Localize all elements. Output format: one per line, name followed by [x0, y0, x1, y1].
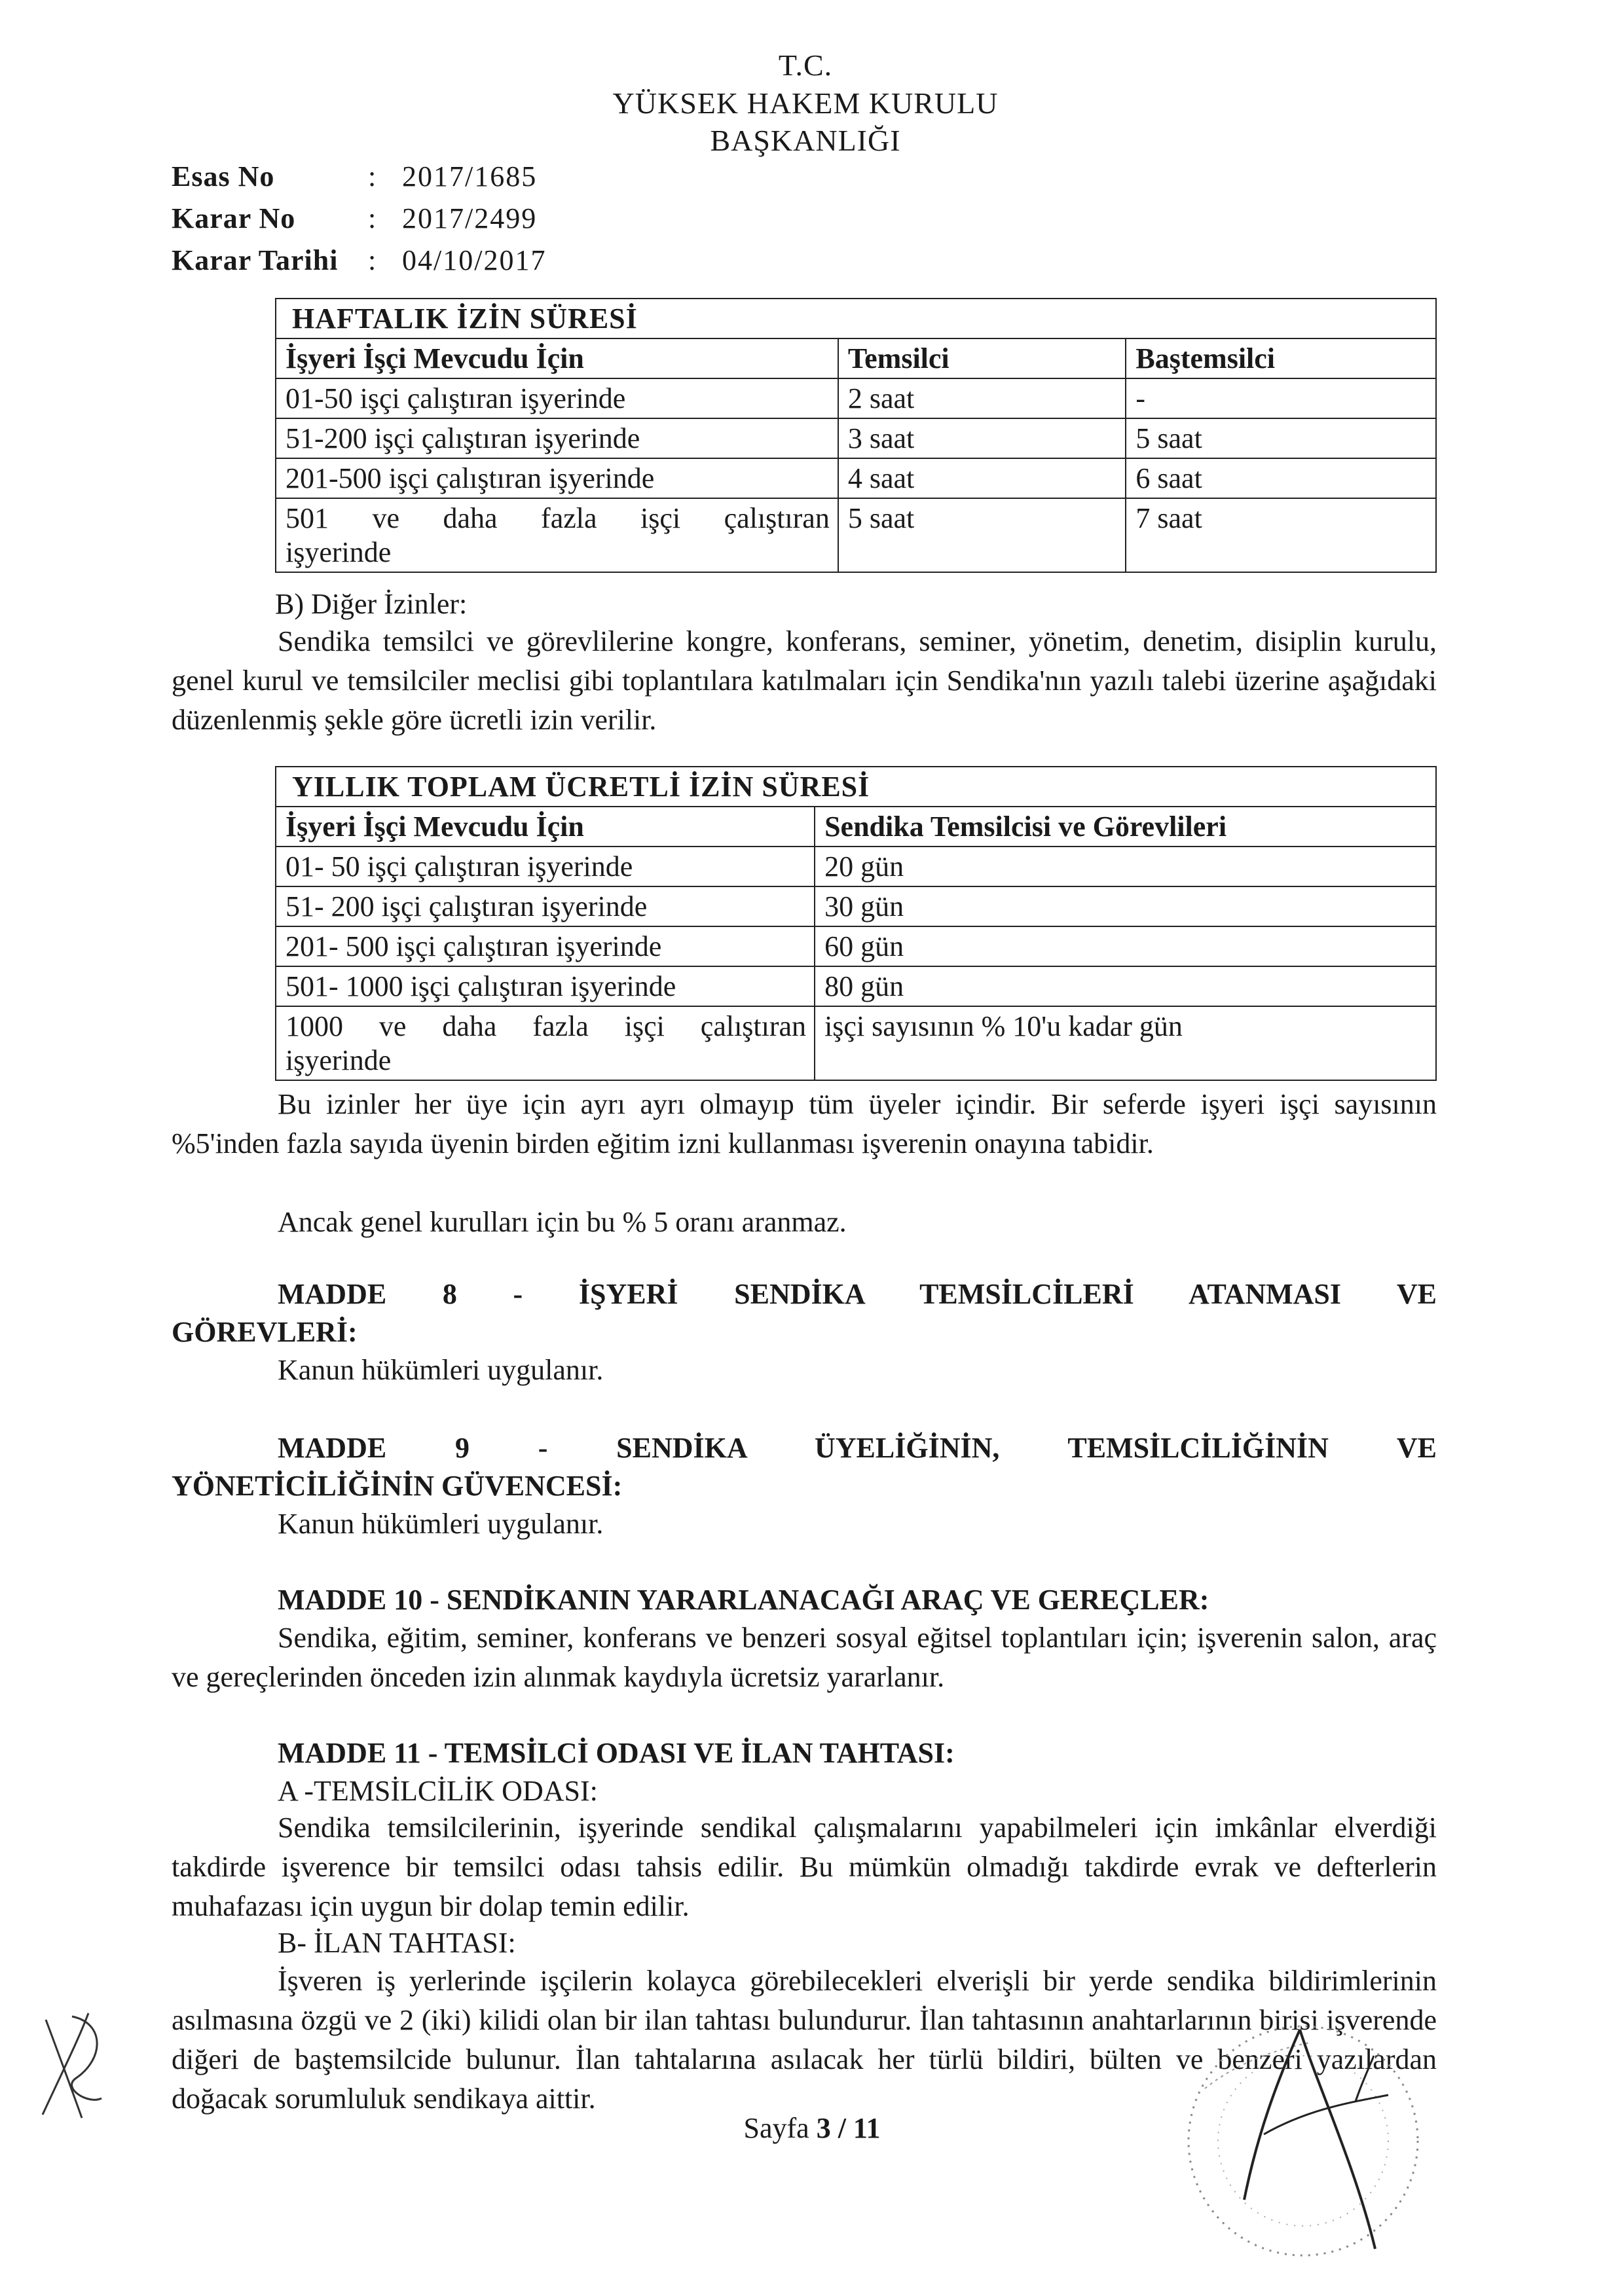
table-cell: -	[1126, 378, 1436, 418]
article-11-sub-a: A -TEMSİLCİLİK ODASI:	[278, 1775, 598, 1807]
after-table-note: Ancak genel kurulları için bu % 5 oranı aranmaz.	[278, 1206, 847, 1238]
table-cell: 7 saat	[1126, 498, 1436, 572]
case-meta	[172, 156, 546, 282]
table-cell	[276, 1006, 815, 1080]
article-10-text: Sendika, eğitim, seminer, konferans ve benzeri sosyal eğitsel toplantıları için; işverenin salon, araç ve gereçlerinden önceden izin alınmak kaydıyla ücretsiz yararlanır.	[172, 1622, 1437, 1693]
cell-line: 1000 ve daha fazla işçi çalıştıran	[286, 1010, 807, 1042]
page-number	[707, 2111, 917, 2145]
header-tc: T.C.	[778, 48, 833, 82]
page-separator: /	[838, 2112, 846, 2144]
column-header: Baştemsilci	[1126, 338, 1436, 378]
table-title-row	[276, 767, 1436, 807]
meta-value: 2017/1685	[402, 160, 538, 192]
table-row	[276, 378, 1436, 418]
table-row	[276, 418, 1436, 458]
table-cell: 501- 1000 işçi çalıştıran işyerinde	[276, 966, 815, 1006]
article-8-title-line1: MADDE 8 - İŞYERİ SENDİKA TEMSİLCİLERİ ATANMASI VE	[278, 1278, 1437, 1310]
weekly-leave-table	[275, 298, 1437, 573]
column-header: Temsilci	[838, 338, 1126, 378]
section-b-text	[172, 622, 1437, 740]
table-row	[276, 498, 1436, 572]
article-11-sub-b: B- İLAN TAHTASI:	[278, 1927, 516, 1959]
table-cell: 60 gün	[815, 926, 1436, 966]
table-cell: 01- 50 işçi çalıştıran işyerinde	[276, 847, 815, 886]
article-9-title-line2: YÖNETİCİLİĞİNİN GÜVENCESİ:	[172, 1470, 623, 1502]
table-cell: 20 gün	[815, 847, 1436, 886]
paragraph-text: Sendika temsilci ve görevlilerine kongre, konferans, seminer, yönetim, denetim, disiplin kurulu, genel kurul ve temsilciler meclisi gibi toplantılara katılmaları için Sendika'nın yazılı talebi üzerine aşağıdaki düzenlenmiş şekle göre ücretli izin verilir.	[172, 625, 1437, 736]
article-11-title: MADDE 11 - TEMSİLCİ ODASI VE İLAN TAHTASI:	[278, 1737, 955, 1769]
table-row	[276, 886, 1436, 926]
meta-colon: :	[368, 202, 377, 234]
annual-leave-table	[275, 766, 1437, 1081]
header-presidency: BAŞKANLIĞI	[710, 124, 901, 157]
table-title: HAFTALIK İZİN SÜRESİ	[276, 299, 1436, 338]
column-header: İşyeri İşçi Mevcudu İçin	[276, 807, 815, 847]
table-title: YILLIK TOPLAM ÜCRETLİ İZİN SÜRESİ	[276, 767, 1436, 807]
meta-karar-no	[172, 198, 546, 240]
table-cell: 201- 500 işçi çalıştıran işyerinde	[276, 926, 815, 966]
column-header: Sendika Temsilcisi ve Görevlileri	[815, 807, 1436, 847]
table-cell: 01-50 işçi çalıştıran işyerinde	[276, 378, 838, 418]
handwritten-initials-mark	[26, 2000, 118, 2131]
table-cell: 51-200 işçi çalıştıran işyerinde	[276, 418, 838, 458]
article-9-title-line1: MADDE 9 - SENDİKA ÜYELİĞİNİN, TEMSİLCİLİĞİNİN VE	[278, 1432, 1437, 1464]
table-cell: 5 saat	[1126, 418, 1436, 458]
after-table-paragraph: Bu izinler her üye için ayrı ayrı olmayıp tüm üyeler içindir. Bir seferde işyeri işçi sayısının %5'inden fazla sayıda üyenin birden eğitim izni kullanması işverenin onayına tabidir.	[172, 1088, 1437, 1159]
meta-colon: :	[368, 160, 377, 192]
table-cell: 30 gün	[815, 886, 1436, 926]
article-10-title: MADDE 10 - SENDİKANIN YARARLANACAĞI ARAÇ VE GEREÇLER:	[278, 1584, 1209, 1616]
meta-key: Karar Tarihi	[172, 244, 339, 276]
table-row	[276, 1006, 1436, 1080]
page-current: 3	[816, 2112, 831, 2144]
table-cell: 3 saat	[838, 418, 1126, 458]
page-label: Sayfa	[743, 2112, 809, 2144]
table-cell: 6 saat	[1126, 458, 1436, 498]
table-title-row	[276, 299, 1436, 338]
table-cell: 2 saat	[838, 378, 1126, 418]
meta-esas-no	[172, 156, 546, 198]
article-8-title-line2: GÖREVLERİ:	[172, 1316, 358, 1348]
table-row	[276, 847, 1436, 886]
meta-key: Esas No	[172, 160, 275, 192]
meta-karar-tarihi	[172, 240, 546, 282]
article-9-text: Kanun hükümleri uygulanır.	[278, 1508, 604, 1540]
table-cell	[276, 498, 838, 572]
table-cell: 5 saat	[838, 498, 1126, 572]
cell-line: işyerinde	[286, 536, 392, 568]
article-8-text: Kanun hükümleri uygulanır.	[278, 1354, 604, 1386]
table-cell: 201-500 işçi çalıştıran işyerinde	[276, 458, 838, 498]
table-row	[276, 926, 1436, 966]
cell-line: işyerinde	[286, 1044, 392, 1076]
meta-colon: :	[368, 244, 377, 276]
table-cell: 51- 200 işçi çalıştıran işyerinde	[276, 886, 815, 926]
table-cell: işçi sayısının % 10'u kadar gün	[815, 1006, 1436, 1080]
article-11-text-a: Sendika temsilcilerinin, işyerinde sendikal çalışmalarını yapabilmeleri için imkânlar elverdiği takdirde işverence bir temsilci odası tahsis edilir. Bu mümkün olmadığı takdirde evrak ve defterlerin muhafazası için uygun bir dolap temin edilir.	[172, 1812, 1437, 1922]
stamp-signature-mark	[1166, 2003, 1441, 2278]
table-row	[276, 966, 1436, 1006]
table-header-row	[276, 807, 1436, 847]
cell-line: 501 ve daha fazla işçi çalıştıran	[286, 502, 830, 534]
table-row	[276, 458, 1436, 498]
section-b-heading: B) Diğer İzinler:	[275, 588, 468, 620]
table-cell: 80 gün	[815, 966, 1436, 1006]
column-header: İşyeri İşçi Mevcudu İçin	[276, 338, 838, 378]
table-header-row	[276, 338, 1436, 378]
meta-value: 2017/2499	[402, 202, 538, 234]
article-11-text-b: İşveren iş yerlerinde işçilerin kolayca görebilecekleri elverişli bir yerde sendika bildirimlerinin asılmasına özgü ve 2 (iki) kilidi olan bir ilan tahtası bulundurur. İlan tahtasının anahtarlarının birisi işverende diğeri de baştemsilcide bulunur. İlan tahtalarına asılacak her türlü bildiri, bülten ve benzeri yazılardan doğacak sorumluluk sendikaya aittir.	[172, 1965, 1437, 2115]
page-total: 11	[853, 2112, 881, 2144]
header-institution: YÜKSEK HAKEM KURULU	[612, 86, 999, 120]
meta-value: 04/10/2017	[402, 244, 547, 276]
table-cell: 4 saat	[838, 458, 1126, 498]
meta-key: Karar No	[172, 202, 296, 234]
